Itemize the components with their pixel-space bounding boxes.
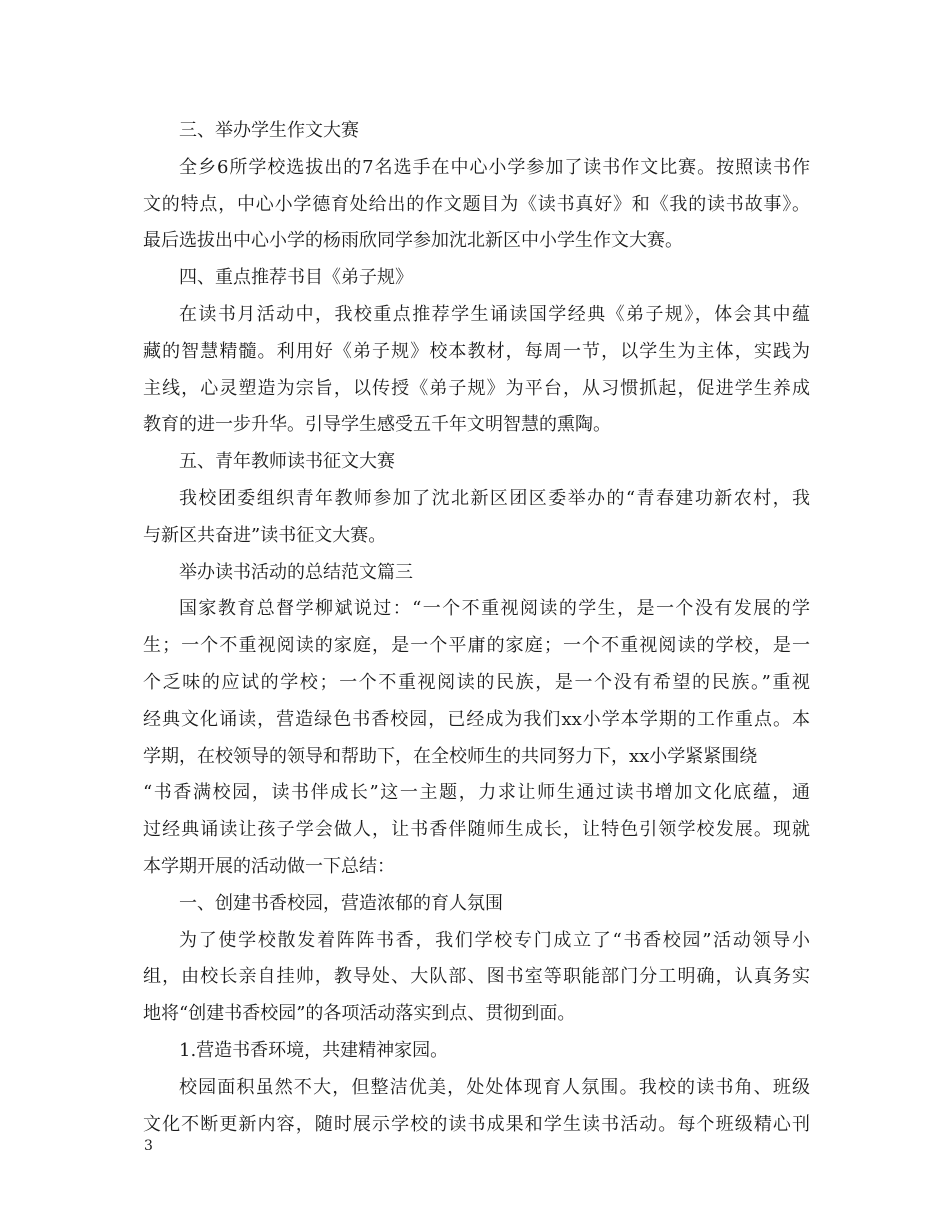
text-line: 组，由校长亲自挂帅，教导处、大队部、图书室等职能部门分工明确，认真务实 (143, 966, 810, 988)
text-line: “书香满校园，读书伴成长”这一主题，力求让师生通过读书增加文化底蕴，通 (143, 782, 810, 804)
text-line: 我校团委组织青年教师参加了沈北新区团区委举办的“青春建功新农村，我 (179, 487, 810, 509)
text-line: 生；一个不重视阅读的家庭，是一个平庸的家庭；一个不重视阅读的学校，是一 (143, 635, 810, 657)
document-body (143, 113, 810, 1143)
text-line: 四、重点推荐书目《弟子规》 (179, 267, 413, 289)
text-line: 文化不断更新内容，随时展示学校的读书成果和学生读书活动。每个班级精心刊 (143, 1113, 810, 1135)
text-line: 校园面积虽然不大，但整洁优美，处处体现育人氛围。我校的读书角、班级 (179, 1076, 810, 1098)
text-line: 一、创建书香校园，营造浓郁的育人氛围 (179, 892, 503, 914)
text-line: 五、青年教师读书征文大赛 (179, 451, 395, 473)
text-line: 教育的进一步升华。引导学生感受五千年文明智慧的熏陶。 (143, 414, 611, 436)
text-line: 藏的智慧精髓。利用好《弟子规》校本教材，每周一节，以学生为主体，实践为 (143, 340, 810, 362)
page-number: 3 (144, 1138, 153, 1154)
text-line: 本学期开展的活动做一下总结： (143, 855, 395, 877)
text-line: 为了使学校散发着阵阵书香，我们学校专门成立了“书香校园”活动领导小 (179, 929, 810, 951)
text-line: 举办读书活动的总结范文篇三 (179, 561, 413, 583)
text-line: 过经典诵读让孩子学会做人，让书香伴随师生成长，让特色引领学校发展。现就 (143, 819, 810, 841)
text-line: 学期，在校领导的领导和帮助下，在全校师生的共同努力下，xx小学紧紧围绕 (143, 745, 758, 767)
text-line: 与新区共奋进”读书征文大赛。 (143, 524, 387, 546)
text-line: 主线，心灵塑造为宗旨，以传授《弟子规》为平台，从习惯抓起，促进学生养成 (143, 377, 810, 399)
text-line: 经典文化诵读，营造绿色书香校园，已经成为我们xx小学本学期的工作重点。本 (143, 708, 810, 730)
text-line: 文的特点，中心小学德育处给出的作文题目为《读书真好》和《我的读书故事》。 (143, 193, 810, 215)
text-line: 三、举办学生作文大赛 (179, 120, 359, 141)
text-line: 1.营造书香环境，共建精神家园。 (179, 1039, 449, 1061)
text-line: 在读书月活动中，我校重点推荐学生诵读国学经典《弟子规》，体会其中蕴 (179, 303, 810, 325)
text-line: 最后选拔出中心小学的杨雨欣同学参加沈北新区中小学生作文大赛。 (143, 230, 683, 252)
text-line: 全乡6所学校选拔出的7名选手在中心小学参加了读书作文比赛。按照读书作 (179, 156, 810, 178)
text-line: 国家教育总督学柳斌说过：“一个不重视阅读的学生，是一个没有发展的学 (179, 598, 810, 620)
text-line: 个乏味的应试的学校；一个不重视阅读的民族，是一个没有希望的民族。”重视 (143, 671, 810, 693)
text-line: 地将“创建书香校园”的各项活动落实到点、贯彻到面。 (143, 1003, 576, 1025)
